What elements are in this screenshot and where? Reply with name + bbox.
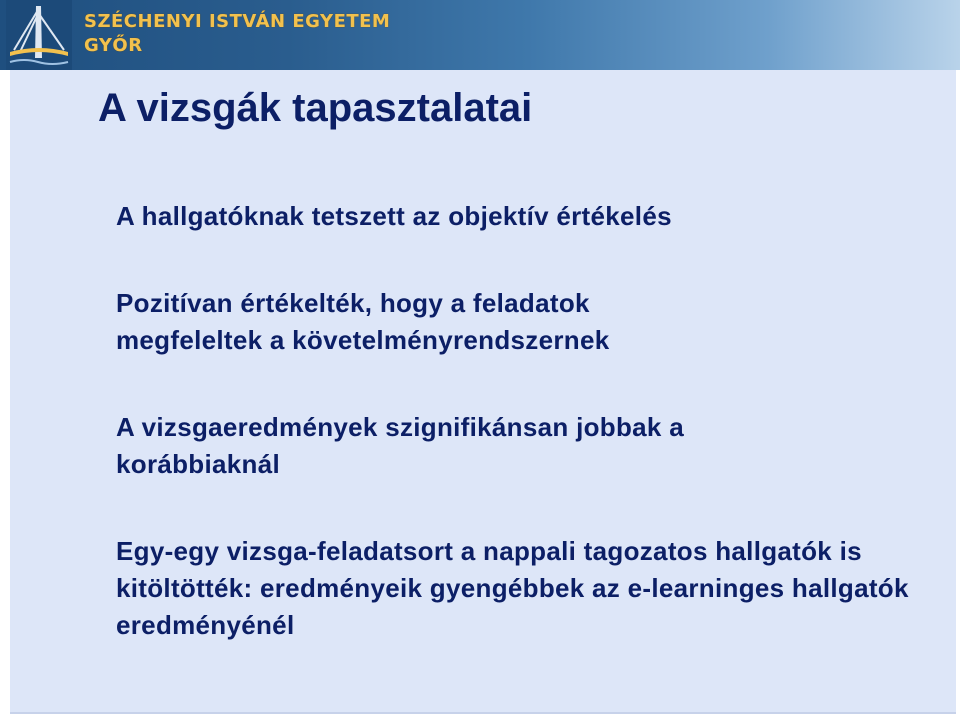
slide-title: A vizsgák tapasztalatai	[98, 86, 533, 130]
bullet-list	[116, 198, 936, 644]
university-name	[84, 10, 390, 58]
bullet-item: Egy-egy vizsga-feladatsort a nappali tagozatos hallgatók is kitöltötték: eredményeik gyengébbek az e-learninges hallgatók eredményénél	[116, 536, 909, 640]
bridge-logo-icon	[6, 0, 72, 70]
header-banner	[0, 0, 960, 70]
university-name-line1: SZÉCHENYI ISTVÁN EGYETEM	[84, 11, 391, 32]
bullet-item: A hallgatóknak tetszett az objektív értékelés	[116, 201, 672, 231]
university-name-line2: GYŐR	[84, 35, 143, 56]
bullet-item: Pozitívan értékelték, hogy a feladatok megfeleltek a követelményrendszernek	[116, 288, 610, 355]
bullet-item: A vizsgaeredmények szignifikánsan jobbak a korábbiaknál	[116, 412, 684, 479]
